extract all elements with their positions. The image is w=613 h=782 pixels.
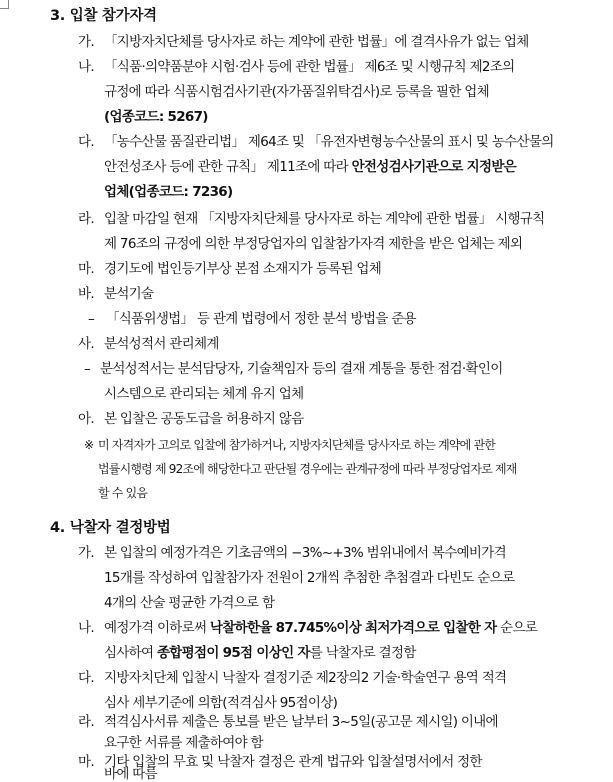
item-line: 경기도에 법인등기부상 본점 소재지가 등록된 업체 [104, 261, 382, 277]
page-corner-mark [0, 0, 9, 9]
item-line: 분석성적서 관리체계 [104, 336, 219, 352]
dash-marker: – [88, 311, 95, 327]
note-marker: ※ [84, 438, 94, 452]
section-4-heading: 4. 낙찰자 결정방법 [50, 520, 171, 536]
item-marker: 라. [78, 211, 94, 227]
item-line: 입찰 마감일 현재 「지방자치단체를 당사자로 하는 계약에 관한 법률」 시행규칙 [104, 211, 545, 227]
note-line: 할 수 있음 [98, 486, 148, 500]
item-marker: 나. [78, 620, 94, 636]
item-line: 4개의 산술 평균한 가격으로 함 [104, 595, 275, 611]
item-marker: 마. [78, 754, 94, 770]
item-line: 안전성조사 등에 관한 규칙」 제11조에 따라 안전성검사기관으로 지정받은 [104, 159, 517, 175]
item-line: 심사 세부기준에 의함(적격심사 95점이상) [104, 695, 338, 711]
item-marker: 가. [78, 34, 94, 50]
note-line: 미 자격자가 고의로 입찰에 참가하거나, 지방자치단체를 당사자로 하는 계약에 관한 [98, 438, 496, 452]
item-marker: 사. [78, 336, 94, 352]
item-line: 본 입찰의 예정가격은 기초금액의 −3%~+3% 범위내에서 복수예비가격 [104, 545, 506, 561]
item-marker: 바. [78, 286, 94, 302]
item-line: 지방자치단체 입찰시 낙찰자 결정기준 제2장의2 기술·학술연구 용역 적격 [104, 670, 507, 686]
note-line: 법률시행령 제 92조에 해당한다고 판단될 경우에는 관계규정에 따라 부정당업자로 제재 [98, 462, 517, 476]
item-line-bold: (업종코드: 5267) [104, 109, 208, 125]
item-line: 「지방자치단체를 당사자로 하는 계약에 관한 법률」에 결격사유가 없는 업체 [104, 34, 529, 50]
item-line: 「식품·의약품분야 시험·검사 등에 관한 법률」 제6조 및 시행규칙 제2조의 [104, 59, 515, 75]
item-line: 기타 입찰의 무효 및 낙찰자 결정은 관계 법규와 입찰설명서에서 정한 [104, 754, 482, 770]
item-line: 심사하여 종합평점이 95점 이상인 자를 낙찰자로 결정함 [104, 645, 416, 661]
item-line-bold: 업체(업종코드: 7236) [104, 184, 233, 200]
item-line: 제 76조의 규정에 의한 부정당업자의 입찰참가자격 제한을 받은 업체는 제외 [104, 236, 523, 252]
item-marker: 마. [78, 261, 94, 277]
item-marker: 다. [78, 670, 94, 686]
item-line: 15개를 작성하여 입찰참가자 전원이 2개씩 추첨한 추첨결과 다빈도 순으로 [104, 570, 515, 586]
item-marker: 다. [78, 134, 94, 150]
item-line: 예정가격 이하로써 낙찰하한율 87.745%이상 최저가격으로 입찰한 자 순으로 [104, 620, 538, 636]
item-line: 바에 따름 [104, 766, 157, 782]
dash-marker: – [84, 361, 91, 377]
item-line: 요구한 서류를 제출하여야 함 [104, 735, 263, 751]
item-line: 규정에 따라 식품시험검사기관(자가품질위탁검사)로 등록을 필한 업체 [104, 84, 489, 100]
item-line: 「식품위생법」 등 관계 법령에서 정한 분석 방법을 준용 [106, 311, 416, 327]
item-marker: 라. [78, 714, 94, 730]
section-3-heading: 3. 입찰 참가자격 [50, 8, 157, 24]
item-line: 적격심사서류 제출은 통보를 받은 날부터 3~5일(공고문 제시일) 이내에 [104, 714, 498, 730]
item-line: 분석성적서는 분석담당자, 기술책임자 등의 결재 계통을 통한 점검·확인이 [100, 361, 503, 377]
item-marker: 가. [78, 545, 94, 561]
item-line: 분석기술 [104, 286, 154, 302]
item-line: 본 입찰은 공동도급을 허용하지 않음 [104, 411, 304, 427]
item-line: 시스템으로 관리되는 체계 유지 업체 [104, 386, 304, 402]
item-marker: 나. [78, 59, 94, 75]
item-marker: 아. [78, 411, 94, 427]
item-line: 「농수산물 품질관리법」 제64조 및 「유전자변형농수산물의 표시 및 농수산물의 [104, 134, 554, 150]
